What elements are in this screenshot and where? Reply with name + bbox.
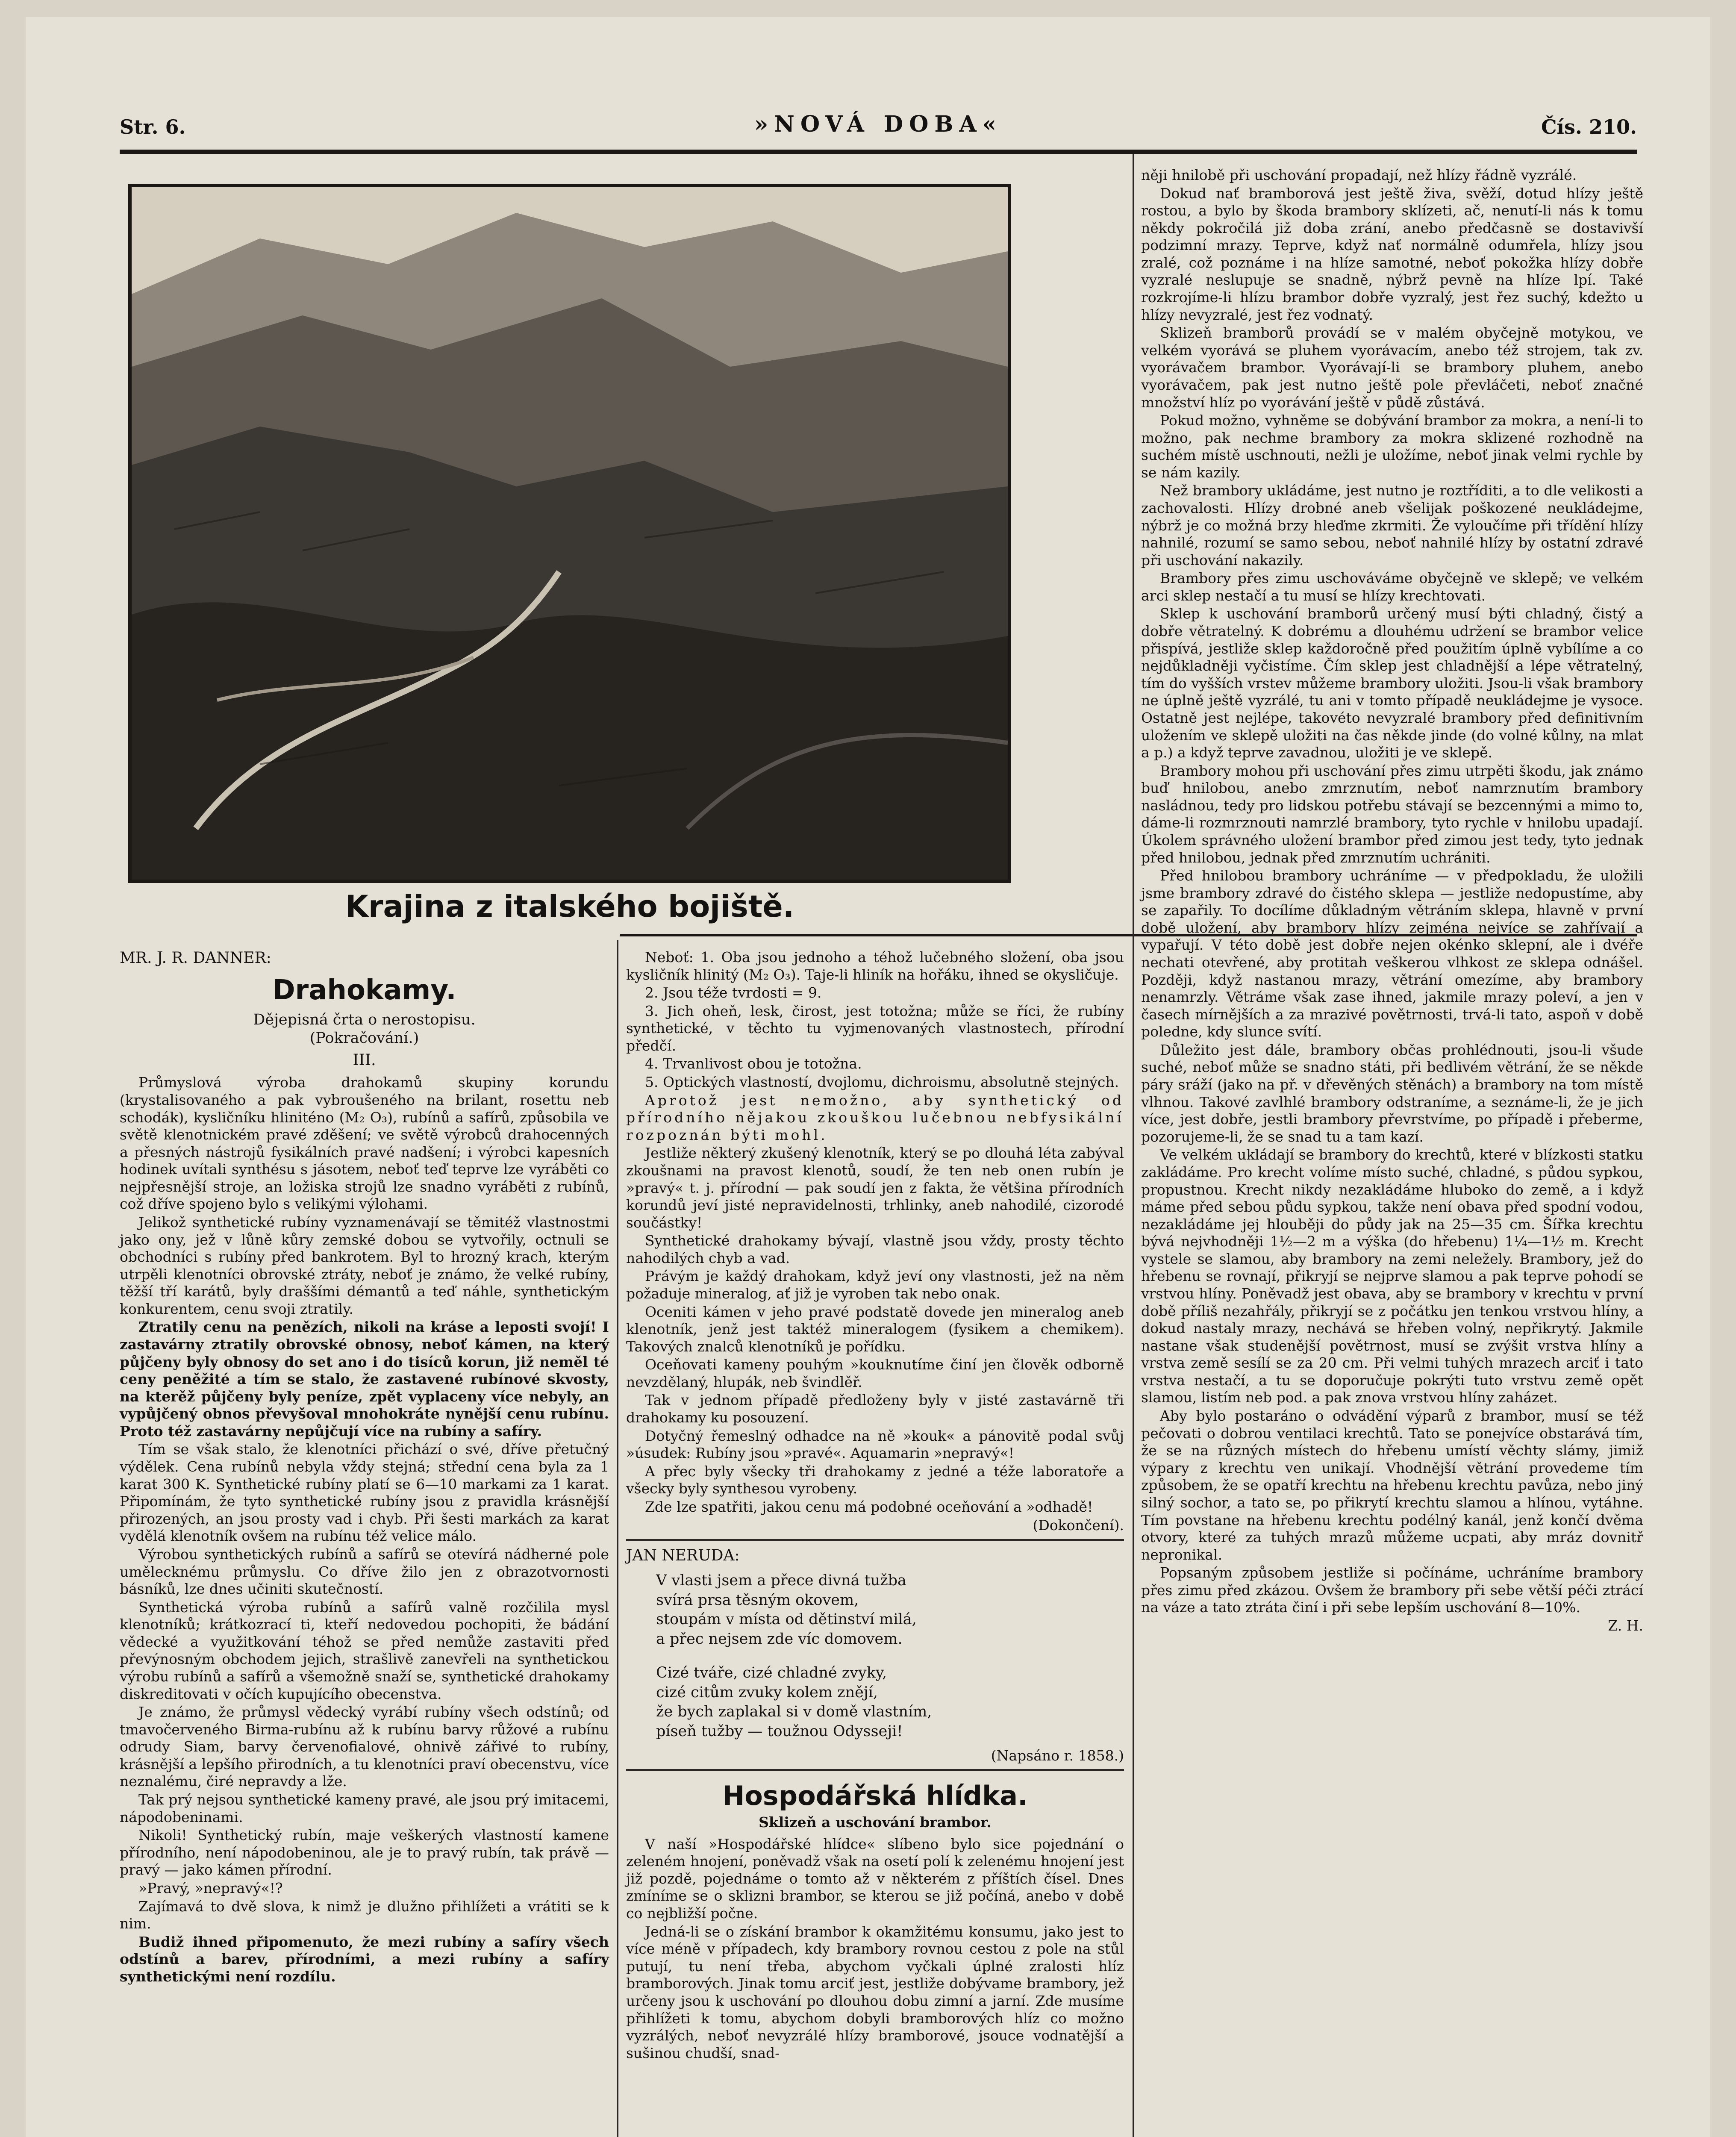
paragraph: Synthetické drahokamy bývají, vlastně jsou vždy, prosty těchto nahodilých chyb a vad. [626,1232,1124,1266]
paragraph: A přec byly všecky tři drahokamy z jedné a téže laboratoře a všecky byly synthesou vyrobeny. [626,1463,1124,1497]
paragraph: Popsaným způsobem jestliže si počínáme, uchráníme brambory přes zimu před zkázou. Ovšem že brambory při sebe větší péči ztrácí na váze a tato ztráta činí i při sebe lepším uschování 8—10%. [1141,1564,1643,1616]
mountain-landscape-drawing [132,187,1008,880]
poem-author: JAN NERUDA: [626,1547,740,1565]
poem-line: Cizé tváře, cizé chladné zvyky, [656,1664,887,1682]
article-section-number: III. [353,1051,376,1069]
illustration-caption: Krajina z italského bojiště. [345,889,794,924]
paragraph: Jestliže některý zkušený klenotník, který se po dlouhá léta zabýval zkoušnami na pravost klenotů, soudí, že ten neb onen rubín je »pravý« t. j. přírodní — pak soudí jen z fakta, že většina přírodních korundů jeví jisté nepravidelnosti, trhlinky, aneb nahodilé, cizorodé součástky! [626,1145,1124,1231]
paragraph: Před hnilobou brambory uchráníme — v předpokladu, že uložili jsme brambory zdravé do čistého sklepa — jestliže nedopustíme, aby se zapařily. To docílíme důkladným větráním sklepa, hlavně v první době uložení, aby brambory hlízy zejména nejvíce se zahřívají a vypařují. V této době jest dobře nejen okénko sklepní, ale i dvéře nechati otevřené, aby protitah veškerou vlhkost ze sklepa odnášel. Později, když nastanou mrazy, větrání omezíme, aby brambory nenamrzly. Větráme však zase ihned, jakmile mrazy poleví, a jen v časech mírnějších a za mrazivé povětrnosti, trvá-li tato, aspoň v době poledne, kdy slunce svítí. [1141,867,1643,1040]
column-2 [626,949,1124,2063]
list-item: 3. Jich oheň, lesk, čirost, jest totožna; může se říci, že rubíny synthetické, v těchto tu vyjmenovaných vlastnostech, přírodní předčí. [626,1002,1124,1054]
article-continued: (Pokračování.) [309,1030,419,1047]
paragraph: Tak prý nejsou synthetické kameny pravé, ale jsou prý imitacemi, nápodobeninami. [120,1791,609,1825]
paragraph: něji hnilobě při uschování propadají, než hlízy řádně vyzrálé. [1141,167,1577,183]
paragraph: Zde lze spatřiti, jakou cenu má podobné oceňování a »odhadě! [645,1498,1093,1515]
column-rule-2 [1133,154,1134,2137]
section-divider [626,1539,1124,1541]
paragraph: Oceňovati kameny pouhým »kouknutíme činí jen člověk odborně nevzdělaný, hlupák, neb švindlěř. [626,1356,1124,1390]
paragraph: V naší »Hospodářské hlídce« slíbeno bylo sice pojednání o zeleném hnojení, poněvadž však na osetí polí k zelenému hnojení jest již pozdě, pojednáme o tomto až v některém z příštích čísel. Dnes zmíníme se o sklizni brambor, se kterou se již počíná, anebo v době co nejbližší počne. [626,1835,1124,1922]
poem-line: píseň tužby — toužnou Odysseji! [656,1722,903,1740]
paragraph: Tím se však stalo, že klenotníci přichází o své, dříve přetučný výdělek. Cena rubínů nebyla vždy stejná; střední cena byla za 1 karat 300 K. Synthetické rubíny platí se 6—10 markami za 1 karat. Připomínám, že tyto synthetické rubíny jsou z pravidla krásnější přirozených, an jsou prosty vad i chyb. Při šesti markách za karat vydělá klenotník ovšem na rubínu též velice málo. [120,1441,609,1545]
paragraph: Je známo, že průmysl vědecký vyrábí rubíny všech odstínů; od tmavočerveného Birma-rubínu až k rubínu barvy růžové a rubínu odrudy Siam, barvy červenofialové, ohnivě zářivé to rubíny, krásnější a lepšího přirodních, a tu klenotníci praví obecenstvu, více neznalému, čiré nepravdy a lže. [120,1704,609,1790]
column-rule-1 [617,940,618,2137]
paragraph: Brambory mohou při uschování přes zimu utrpěti škodu, jak známo buď hnilobou, anebo zmrznutím, neboť namrznutím brambory nasládnou, tedy pro lidskou potřebu stávají se bezcennými a mimo to, dáme-li rozmrznouti namrzlé brambory, tyto rychle v hnilobu upadají. Úkolem správného uložení brambor před zimou jest tedy, tyto jednak před hnilobou, jednak před zmrznutím uchrániti. [1141,762,1643,866]
column-1 [120,949,609,1986]
paragraph: Jelikož synthetické rubíny vyznamenávají se těmitéž vlastnostmi jako ony, jež v lůně kůry zemské dobou se vytvořily, octnuli se obchodníci s rubíny před bankrotem. Byl to hrozný krach, kterým utrpěli klenotníci obrovské ztráty, neboť je známo, že velké rubíny, těžší tří karátů, byly draššími démantů a teď náhle, synthetickým konkurentem, cenu svoji ztratily. [120,1213,609,1317]
poem-line: cizé citům zvuky kolem znějí, [656,1684,878,1701]
poem-line: svírá prsa těsným okovem, [656,1591,859,1609]
column-3 [1141,167,1643,1635]
paragraph: Zajímavá to dvě slova, k nimž je dlužno přihlížeti a vrátiti se k nim. [120,1898,609,1932]
paragraph: Ve velkém ukládají se brambory do krechtů, které v blízkosti statku zakládáme. Pro krecht volíme místo suché, chladné, s půdou sypkou, propustnou. Krecht nikdy nezakládáme hluboko do země, a i když máme před sebou půdu sypkou, takže není obava před spodní vodou, nezakládáme jej hlouběji do půdy jak na 25—35 cm. Šířka krechtu bývá nejvhodněji 1½—2 m a výška (do hřebenu) 1¼—1½ m. Krecht vystele se slamou, aby brambory na zemi neležely. Brambory, jež do hřebenu se rovnají, přikryjí se nejprve slamou a pak teprve pohodí se vrstvou hlíny. Poněvadž jest obava, aby se brambory v krechtu v první době příliš nezahřály, přikryjí se z počátku jen tenkou vrstvou hlíny, a dokud nastaly mrazy, nechává se hřeben volný, nepřikrytý. Jakmile nastane však studenější povětrnost, musí se zvýšit vrstva hlíny a vrstva země sesílí se za 20 cm. Při velmi tuhých mrazech arciť i tato vrstva nestačí, a tu se doporučuje pokrýti tuto vrstvu země opět slamou, listím neb pod. a pak znova vrstvou hlíny zaházet. [1141,1146,1643,1406]
issue-number: Čís. 210. [1541,115,1637,138]
poem [626,1571,1124,1741]
paragraph: Dotyčný řemeslný odhadce na ně »kouk« a pánovitě podal svůj »úsudek: Rubíny jsou »pravé«. Aquamarin »nepravý«! [626,1427,1124,1462]
paragraph: Průmyslová výroba drahokamů skupiny korundu (krystalisovaného a pak vybroušeného na brilant, rosettu neb schodák), kysličníku hliniténo (M₂ O₃), rubínů a safírů, způsobila ve světě klenotnickém pravé zděšení; ve světě výrobců drahocenných a přesných nástrojů fysikálních pravé nadšení; i výrobci kapesních hodinek uvítali synthésu s jásotem, neboť teď teprve lze vyráběti co nejpřesnější stroje, an ložiska strojů lze snadno vyráběti z rubínů, což dříve spojeno bylo s velikými výlohami. [120,1074,609,1213]
paragraph: Oceniti kámen v jeho pravé podstatě dovede jen mineralog aneb klenotník, jenž jest taktéž mineralogem (fysikem a chemikem). Takových znalců klenotníků je pořídku. [626,1303,1124,1355]
landscape-illustration [128,184,1011,883]
section-title: Hospodářská hlídka. [722,1780,1028,1811]
article-subtitle: Dějepisná črta o nerostopisu. [253,1011,476,1028]
article-ending: (Dokončení). [1033,1516,1124,1534]
poem-line: V vlasti jsem a přece divná tužba [656,1572,906,1590]
paragraph: Pokud možno, vyhněme se dobývání brambor za mokra, a není-li to možno, pak nechme brambory za mokra sklizené rozhodně na suchém místě uschnouti, nežli je uložíme, neboť jinak velmi rychle by se nám kazily. [1141,412,1643,481]
poem-line: že bych zaplakal si v domě vlastním, [656,1703,932,1721]
section-divider [626,1769,1124,1771]
paragraph: Synthetická výroba rubínů a safírů valně rozčilila mysl klenotníků; krátkozrací ti, kteří nedovedou pochopiti, že bádání vědecké a využitkování téhož se před nemůže zastaviti před převýnosným obchodem jejich, strašlivě zanevřeli na synthetickou výrobu rubínů a safírů a všemožně snaží se, synthetické drahokamy diskreditovati v očích kupujícího obecenstva. [120,1598,609,1702]
paragraph: Sklep k uschování bramborů určený musí býti chladný, čistý a dobře větratelný. K dobrému a dlouhému udržení se brambor velice přispívá, jestliže sklep každoročně před použitím úplně vybílíme a co nejdůkladněji vyčistíme. Čím sklep jest chladnější a lépe větratelný, tím do vyšších vrstev můžeme brambory uložiti. Jsou-li však brambory ne úplně ještě vyzrálé, tu ani v tomto případě neukládejme je vysoce. Ostatně jest nejlépe, takovéto nevyzralé brambory před definitivním uložením ve sklepě uložiti na čas někde jinde (do volné kůlny, na mlat a p.) a když teprve zavadnou, uložiti je ve sklepě. [1141,605,1643,761]
paragraph: Právým je každý drahokam, když jeví ony vlastnosti, jež na něm požaduje mineralog, ať již je vyroben tak nebo onak. [626,1268,1124,1302]
list-item: 5. Optických vlastností, dvojlomu, dichroismu, absolutně stejných. [645,1074,1119,1091]
page-number: Str. 6. [120,115,186,138]
paragraph: Ztratily cenu na penězích, nikoli na kráse a leposti svojí! I zastavárny ztratily obrovské obnosy, neboť kámen, na který půjčeny byly obnosy do set ano i do tisíců korun, již neměl té ceny peněžité a tím se stalo, že zastavené rubínové skvosty, na kterěž půjčeny byly peníze, zpět vyplaceny více nebyly, an vypůjčený obnos převyšoval mnohokráte nynější cenu rubínu. Proto též zastavárny nepůjčují více na rubíny a safíry. [120,1319,609,1439]
paragraph: Výrobou synthetických rubínů a safírů se otevírá nádherné pole umělecknému průmyslu. Co dříve žilo jen z obrazotvornosti básníků, lze dnes učiniti skutečností. [120,1545,609,1598]
poem-line: a přec nejsem zde víc domovem. [656,1630,903,1648]
newspaper-title: »NOVÁ DOBA« [754,111,1003,137]
paragraph: Budiž ihned připomenuto, že mezi rubíny a safíry všech odstínů a barev, přírodními, a mezi rubíny a safíry synthetickými není rozdílu. [120,1933,609,1985]
paragraph: Dokud nať bramborová jest ještě živa, svěží, dotud hlízy ještě rostou, a bylo by škoda brambory sklízeti, ač, nenutí-li nás k tomu někdy pokročilá již doba zrání, anebo předčasně se dostavivší podzimní mrazy. Teprve, když nať normálně odumřela, hlízy jsou zralé, což poznáme i na hlíze samotné, neboť pokožka hlízy dobře vyzralé neslupuje se snadně, nýbrž pevně na hlíze lpí. Také rozkrojíme-li hlízu brambor dobře vyzralý, jest řez suchý, kdežto u hlízy nevyzralé, jest řez vodnatý. [1141,185,1643,323]
paragraph: Jedná-li se o získání brambor k okamžitému konsumu, jako jest to více méně v případech, kdy brambory rovnou cestou z pole na stůl putují, tu není třeba, abychom vyčkali úplné zralosti hlíz bramborových. Jinak tomu arciť jest, jestliže dobývame brambory, jež určeny jsou k uschování po dlouhou dobu zimní a jarní. Zde musíme přihlížeti k tomu, abychom dobyli bramborových hlíz co možno vyzrálých, neboť nevyzrálé hlízy bramborové, jsouce vodnatější a sušinou chudší, snad- [626,1923,1124,2061]
paragraph: Aprotož jest nemožno, aby synthetický od přírodního nějakou zkouškou lučebnou nebfysikální rozpoznán býti mohl. [626,1092,1124,1143]
article-author: MR. J. R. DANNER: [120,949,271,967]
paragraph: »Pravý, »nepravý«!? [138,1879,283,1896]
paragraph: Důležito jest dále, brambory občas prohlédnouti, jsou-li všude suché, neboť může se snadno státi, při bedlivém větrání, že se někde páry sráží (jako na př. v dřevěných stěnách) a brambory na tom místě vlhnou. Takové zavlhlé brambory odstraníme, a seznáme-li, že je jich více, jest dobře, jestli brambory převrstvíme, po případě i přeberme, pozorujeme-li, že se snad tu a tam kazí. [1141,1041,1643,1145]
poem-date: (Napsáno r. 1858.) [991,1747,1124,1764]
header-rule [120,150,1637,154]
paragraph: Aby bylo postaráno o odvádění výparů z brambor, musí se též pečovati o dobrou ventilaci krechtů. Tato se ponejvíce obstarává tím, že se na různých místech do hřebenu umístí věchty slámy, jimiž výpary z krechtu ven unikají. Vhodnější větrání provedeme tím způsobem, že se opatří krechtu na hřebenu krechtu pavůza, nebo jiný silný sochor, a tato se, po přikrytí krechtu slamou a hlínou, vytáhne. Tím povstane na hřebenu krechtu podélný kanál, jenž končí dvěma otvory, které za tuhých mrazů můžeme ucpati, aby mráz dovnitř nepronikal. [1141,1407,1643,1563]
paragraph: Nikoli! Synthetický rubín, maje veškerých vlastností kamene přírodního, není nápodobeninou, ale je to pravý rubín, tak právě — pravý — jako kámen přírodní. [120,1827,609,1878]
article-title: Drahokamy. [272,974,456,1007]
list-item: 2. Jsou téže tvrdosti = 9. [645,984,822,1001]
paragraph: Neboť: 1. Oba jsou jednoho a téhož lučebného složení, oba jsou kysličník hlinitý (M₂ O₃). Taje-li hliník na hořáku, ihned se okysličuje. [626,949,1124,983]
paragraph: Než brambory ukládáme, jest nutno je roztříditi, a to dle velikosti a zachovalosti. Hlízy drobné aneb všelijak poškozené neukládejme, nýbrž je co možná brzy hleďme zkrmiti. Že vyloučíme při třídění hlízy nahnilé, rozumí se samo sebou, neboť nahnilé hlízy by ostatní zdravé při uschování nakazily. [1141,482,1643,568]
paragraph: Tak v jednom případě předloženy byly v jisté zastavárně tři drahokamy ku posouzení. [626,1392,1124,1426]
poem-line: stoupám v místa od dětinství milá, [656,1611,917,1628]
list-item: 4. Trvanlivost obou je totožna. [645,1055,862,1072]
article-signature: Z. H. [1608,1617,1643,1634]
paragraph: Sklizeň bramborů provádí se v malém obyčejně motykou, ve velkém vyorává se pluhem vyorávacím, anebo též strojem, tak zv. vyorávačem brambor. Vyorávají-li se brambory pluhem, anebo vyorávačem, pak jest nutno ještě pole převláčeti, neboť značné množství hlíz po vyorávání ještě v půdě zůstává. [1141,324,1643,411]
page-header [120,107,1637,145]
paragraph: Brambory přes zimu uschováváme obyčejně ve sklepě; ve velkém arci sklep nestačí a tu musí se hlízy krechtovati. [1141,570,1643,604]
section-subtitle: Sklizeň a uschování brambor. [759,1814,992,1831]
